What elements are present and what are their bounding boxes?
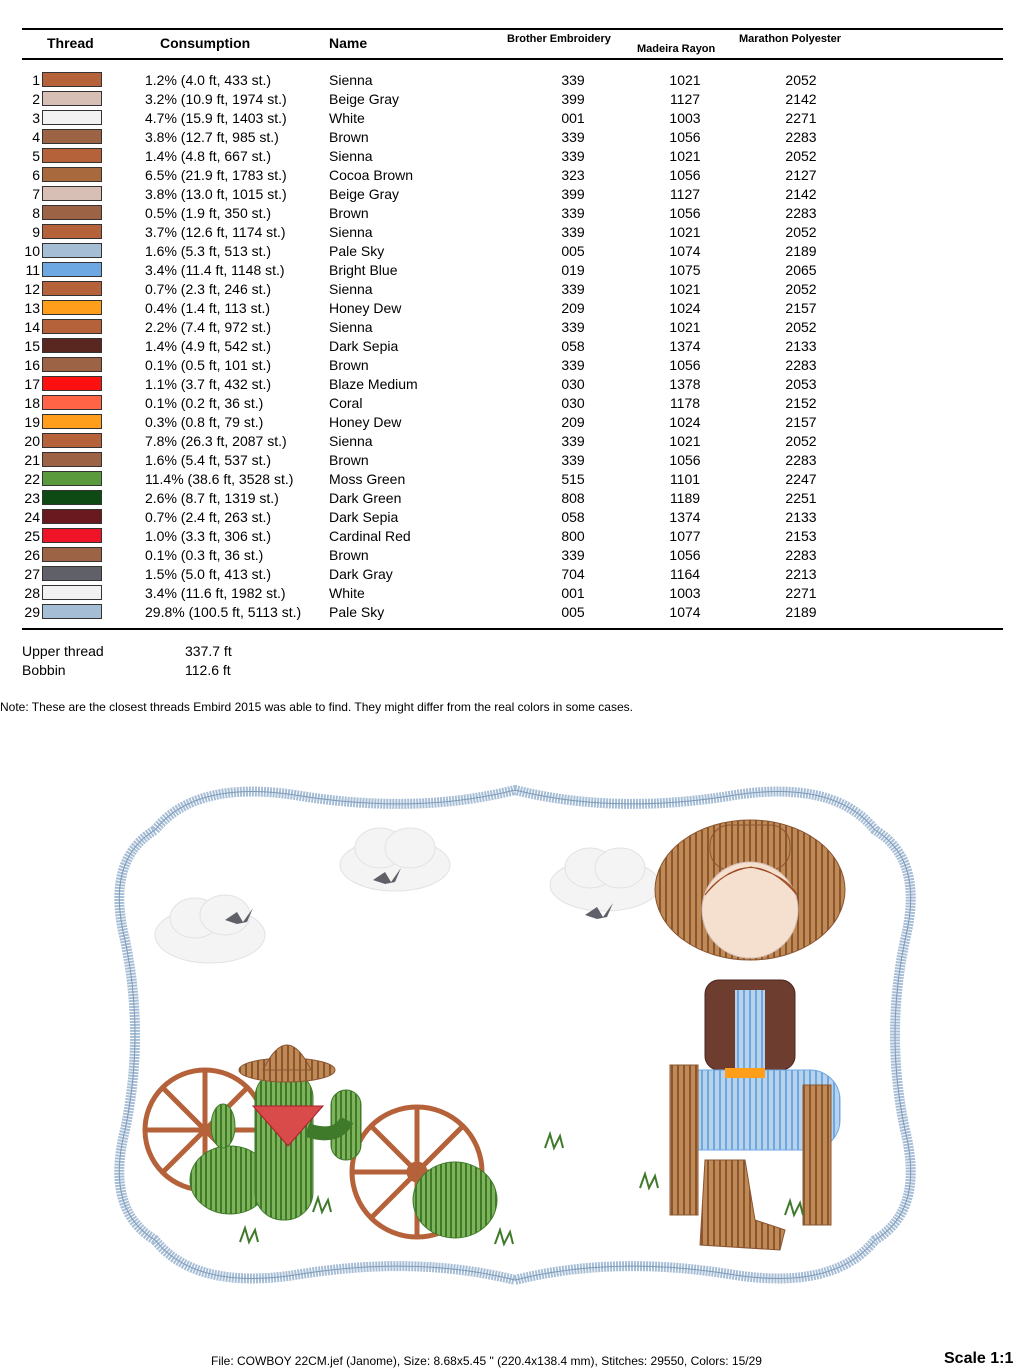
brother-code: 339 <box>561 72 585 88</box>
thread-consumption: 4.7% (15.9 ft, 1403 st.) <box>145 110 287 126</box>
thread-consumption: 0.3% (0.8 ft, 79 st.) <box>145 414 264 430</box>
thread-number: 25 <box>24 528 40 544</box>
thread-note: Note: These are the closest threads Embird 2015 was able to find. They might differ from the real colors in some cases. <box>0 700 633 714</box>
thread-number: 18 <box>24 395 40 411</box>
brother-code: 323 <box>561 167 585 183</box>
madeira-code: 1178 <box>669 395 701 411</box>
thread-consumption: 1.4% (4.8 ft, 667 st.) <box>145 148 272 164</box>
table-row <box>0 241 1024 260</box>
color-swatch <box>42 148 102 163</box>
table-row <box>0 393 1024 412</box>
brother-code: 005 <box>561 243 585 259</box>
color-swatch <box>42 243 102 258</box>
color-swatch <box>42 300 102 315</box>
table-row <box>0 469 1024 488</box>
madeira-code: 1101 <box>669 471 701 487</box>
madeira-code: 1164 <box>669 566 701 582</box>
marathon-code: 2283 <box>785 547 817 563</box>
thread-name: Sienna <box>329 319 373 335</box>
cloud-1 <box>155 895 265 963</box>
brother-code: 399 <box>561 91 585 107</box>
marathon-code: 2189 <box>785 243 817 259</box>
marathon-code: 2052 <box>785 224 817 240</box>
brother-code: 339 <box>561 319 585 335</box>
color-swatch <box>42 566 102 581</box>
color-swatch <box>42 509 102 524</box>
thread-name: Bright Blue <box>329 262 398 278</box>
thread-number: 15 <box>24 338 40 354</box>
brother-code: 704 <box>561 566 585 582</box>
marathon-code: 2052 <box>785 148 817 164</box>
table-bottom-rule <box>22 628 1003 630</box>
cowboy-boy <box>655 820 845 1250</box>
marathon-code: 2247 <box>785 471 817 487</box>
thread-consumption: 0.1% (0.2 ft, 36 st.) <box>145 395 264 411</box>
table-row <box>0 184 1024 203</box>
brother-code: 001 <box>561 585 585 601</box>
brother-code: 339 <box>561 148 585 164</box>
thread-name: Brown <box>329 357 369 373</box>
thread-name: Honey Dew <box>329 300 402 316</box>
thread-consumption: 1.6% (5.3 ft, 513 st.) <box>145 243 272 259</box>
thread-consumption: 11.4% (38.6 ft, 3528 st.) <box>145 471 294 487</box>
marathon-code: 2283 <box>785 452 817 468</box>
thread-name: Brown <box>329 452 369 468</box>
madeira-code: 1056 <box>669 129 701 145</box>
thread-number: 3 <box>32 110 40 126</box>
table-row <box>0 583 1024 602</box>
thread-number: 8 <box>32 205 40 221</box>
thread-number: 21 <box>24 452 40 468</box>
marathon-code: 2271 <box>785 585 817 601</box>
madeira-code: 1127 <box>669 91 701 107</box>
file-info: File: COWBOY 22CM.jef (Janome), Size: 8.68x5.45 " (220.4x138.4 mm), Stitches: 29550, Colors: 15/29 <box>211 1354 762 1368</box>
color-swatch <box>42 395 102 410</box>
thread-consumption: 0.7% (2.3 ft, 246 st.) <box>145 281 272 297</box>
thread-name: White <box>329 110 365 126</box>
color-swatch <box>42 224 102 239</box>
table-row <box>0 108 1024 127</box>
thread-name: Cardinal Red <box>329 528 411 544</box>
thread-name: Pale Sky <box>329 243 385 259</box>
thread-number: 22 <box>24 471 40 487</box>
table-row <box>0 374 1024 393</box>
brother-code: 339 <box>561 224 585 240</box>
table-row <box>0 336 1024 355</box>
color-swatch <box>42 490 102 505</box>
header-madeira: Madeira Rayon <box>637 43 716 55</box>
thread-consumption: 3.4% (11.4 ft, 1148 st.) <box>145 262 285 278</box>
thread-number: 10 <box>24 243 40 259</box>
color-swatch <box>42 91 102 106</box>
madeira-code: 1074 <box>669 604 701 620</box>
header-thread: Thread <box>47 35 94 51</box>
thread-name: Cocoa Brown <box>329 167 414 183</box>
madeira-code: 1021 <box>669 148 701 164</box>
bobbin-value: 112.6 ft <box>185 662 231 678</box>
table-row <box>0 279 1024 298</box>
thread-consumption: 29.8% (100.5 ft, 5113 st.) <box>145 604 302 620</box>
madeira-code: 1056 <box>669 547 701 563</box>
marathon-code: 2133 <box>785 509 817 525</box>
thread-name: Pale Sky <box>329 604 385 620</box>
brother-code: 808 <box>561 490 585 506</box>
madeira-code: 1056 <box>669 452 701 468</box>
thread-name: Moss Green <box>329 471 406 487</box>
brother-code: 339 <box>561 357 585 373</box>
madeira-code: 1189 <box>669 490 701 506</box>
table-top-rule <box>22 28 1003 30</box>
thread-number: 9 <box>32 224 40 240</box>
table-row <box>0 526 1024 545</box>
table-row <box>0 507 1024 526</box>
thread-name: Blaze Medium <box>329 376 418 392</box>
color-swatch <box>42 452 102 467</box>
table-row <box>0 431 1024 450</box>
madeira-code: 1378 <box>669 376 701 392</box>
color-swatch <box>42 262 102 277</box>
marathon-code: 2153 <box>785 528 817 544</box>
thread-number: 19 <box>24 414 40 430</box>
thread-name: Sienna <box>329 224 373 240</box>
marathon-code: 2251 <box>785 490 817 506</box>
table-header-rule <box>22 58 1003 60</box>
thread-name: Sienna <box>329 148 373 164</box>
thread-number: 27 <box>24 566 40 582</box>
thread-number: 13 <box>24 300 40 316</box>
marathon-code: 2157 <box>785 414 817 430</box>
thread-number: 26 <box>24 547 40 563</box>
marathon-code: 2052 <box>785 281 817 297</box>
thread-number: 6 <box>32 167 40 183</box>
cactus-tall <box>239 1045 361 1220</box>
thread-consumption: 2.6% (8.7 ft, 1319 st.) <box>145 490 279 506</box>
brother-code: 339 <box>561 547 585 563</box>
thread-name: Dark Green <box>329 490 402 506</box>
thread-number: 1 <box>32 72 40 88</box>
brother-code: 030 <box>561 376 585 392</box>
table-row <box>0 70 1024 89</box>
marathon-code: 2271 <box>785 110 817 126</box>
color-swatch <box>42 338 102 353</box>
madeira-code: 1024 <box>669 414 701 430</box>
thread-number: 7 <box>32 186 40 202</box>
thread-number: 2 <box>32 91 40 107</box>
color-swatch <box>42 281 102 296</box>
thread-number: 17 <box>24 376 40 392</box>
thread-name: Beige Gray <box>329 186 400 202</box>
thread-consumption: 0.5% (1.9 ft, 350 st.) <box>145 205 272 221</box>
table-row <box>0 412 1024 431</box>
thread-consumption: 1.6% (5.4 ft, 537 st.) <box>145 452 272 468</box>
brother-code: 339 <box>561 452 585 468</box>
scale-label: Scale 1:1 <box>944 1350 1014 1367</box>
color-swatch <box>42 547 102 562</box>
thread-consumption: 7.8% (26.3 ft, 2087 st.) <box>145 433 287 449</box>
marathon-code: 2142 <box>785 186 817 202</box>
brother-code: 209 <box>561 300 585 316</box>
marathon-code: 2283 <box>785 129 817 145</box>
marathon-code: 2157 <box>785 300 817 316</box>
color-swatch <box>42 205 102 220</box>
brother-code: 339 <box>561 129 585 145</box>
thread-number: 4 <box>32 129 40 145</box>
color-swatch <box>42 528 102 543</box>
thread-name: Dark Gray <box>329 566 393 582</box>
upper-thread-value: 337.7 ft <box>185 643 232 659</box>
madeira-code: 1003 <box>669 585 701 601</box>
marathon-code: 2065 <box>785 262 817 278</box>
cactus-small-right <box>413 1162 497 1238</box>
thread-consumption: 1.1% (3.7 ft, 432 st.) <box>145 376 272 392</box>
thread-name: White <box>329 585 365 601</box>
brother-code: 019 <box>561 262 585 278</box>
marathon-code: 2052 <box>785 319 817 335</box>
table-row <box>0 564 1024 583</box>
thread-name: Dark Sepia <box>329 509 399 525</box>
madeira-code: 1056 <box>669 205 701 221</box>
color-swatch <box>42 585 102 600</box>
brother-code: 001 <box>561 110 585 126</box>
thread-number: 12 <box>24 281 40 297</box>
table-row <box>0 165 1024 184</box>
table-row <box>0 602 1024 621</box>
thread-consumption: 0.7% (2.4 ft, 263 st.) <box>145 509 272 525</box>
color-swatch <box>42 167 102 182</box>
thread-number: 11 <box>25 262 40 278</box>
thread-number: 28 <box>24 585 40 601</box>
thread-consumption: 3.8% (12.7 ft, 985 st.) <box>145 129 279 145</box>
thread-consumption: 3.4% (11.6 ft, 1982 st.) <box>145 585 286 601</box>
thread-consumption: 0.1% (0.5 ft, 101 st.) <box>145 357 272 373</box>
brother-code: 339 <box>561 281 585 297</box>
thread-consumption: 3.8% (13.0 ft, 1015 st.) <box>145 186 287 202</box>
thread-name: Sienna <box>329 72 373 88</box>
color-swatch <box>42 357 102 372</box>
bobbin-label: Bobbin <box>22 662 66 678</box>
madeira-code: 1021 <box>669 319 701 335</box>
brother-code: 339 <box>561 205 585 221</box>
thread-number: 14 <box>24 319 40 335</box>
madeira-code: 1021 <box>669 433 701 449</box>
madeira-code: 1374 <box>669 338 701 354</box>
thread-number: 20 <box>24 433 40 449</box>
madeira-code: 1077 <box>669 528 701 544</box>
color-swatch <box>42 129 102 144</box>
thread-consumption: 6.5% (21.9 ft, 1783 st.) <box>145 167 287 183</box>
marathon-code: 2053 <box>785 376 817 392</box>
thread-name: Brown <box>329 205 369 221</box>
brother-code: 515 <box>561 471 585 487</box>
table-row <box>0 450 1024 469</box>
embroidery-preview <box>95 770 935 1300</box>
color-swatch <box>42 433 102 448</box>
thread-name: Sienna <box>329 281 373 297</box>
color-swatch <box>42 604 102 619</box>
madeira-code: 1021 <box>669 72 701 88</box>
thread-name: Dark Sepia <box>329 338 399 354</box>
marathon-code: 2283 <box>785 205 817 221</box>
header-name: Name <box>329 35 368 51</box>
marathon-code: 2142 <box>785 91 817 107</box>
thread-number: 23 <box>24 490 40 506</box>
marathon-code: 2213 <box>785 566 817 582</box>
thread-consumption: 1.2% (4.0 ft, 433 st.) <box>145 72 272 88</box>
madeira-code: 1056 <box>669 357 701 373</box>
table-row <box>0 89 1024 108</box>
color-swatch <box>42 72 102 87</box>
madeira-code: 1021 <box>669 281 701 297</box>
madeira-code: 1003 <box>669 110 701 126</box>
header-consumption: Consumption <box>160 35 251 51</box>
marathon-code: 2133 <box>785 338 817 354</box>
thread-consumption: 3.2% (10.9 ft, 1974 st.) <box>145 91 287 107</box>
thread-number: 24 <box>24 509 40 525</box>
thread-name: Brown <box>329 547 369 563</box>
marathon-code: 2283 <box>785 357 817 373</box>
madeira-code: 1074 <box>669 243 701 259</box>
thread-number: 16 <box>24 357 40 373</box>
brother-code: 005 <box>561 604 585 620</box>
thread-number: 29 <box>24 604 40 620</box>
thread-name: Coral <box>329 395 363 411</box>
color-swatch <box>42 110 102 125</box>
marathon-code: 2189 <box>785 604 817 620</box>
thread-consumption: 1.5% (5.0 ft, 413 st.) <box>145 566 272 582</box>
thread-consumption: 1.0% (3.3 ft, 306 st.) <box>145 528 272 544</box>
marathon-code: 2152 <box>785 395 817 411</box>
brother-code: 339 <box>561 433 585 449</box>
madeira-code: 1024 <box>669 300 701 316</box>
table-row <box>0 545 1024 564</box>
thread-consumption: 1.4% (4.9 ft, 542 st.) <box>145 338 272 354</box>
color-swatch <box>42 376 102 391</box>
color-swatch <box>42 414 102 429</box>
madeira-code: 1021 <box>669 224 701 240</box>
thread-name: Brown <box>329 129 369 145</box>
brother-code: 030 <box>561 395 585 411</box>
marathon-code: 2052 <box>785 433 817 449</box>
table-row <box>0 222 1024 241</box>
madeira-code: 1374 <box>669 509 701 525</box>
table-row <box>0 146 1024 165</box>
thread-name: Beige Gray <box>329 91 400 107</box>
marathon-code: 2052 <box>785 72 817 88</box>
table-row <box>0 355 1024 374</box>
brother-code: 209 <box>561 414 585 430</box>
thread-name: Sienna <box>329 433 373 449</box>
table-row <box>0 488 1024 507</box>
brother-code: 058 <box>561 509 585 525</box>
marathon-code: 2127 <box>785 167 817 183</box>
upper-thread-label: Upper thread <box>22 643 104 659</box>
madeira-code: 1127 <box>669 186 701 202</box>
header-marathon: Marathon Polyester <box>739 33 842 45</box>
thread-consumption: 0.1% (0.3 ft, 36 st.) <box>145 547 264 563</box>
table-row <box>0 260 1024 279</box>
brother-code: 800 <box>561 528 585 544</box>
madeira-code: 1056 <box>669 167 701 183</box>
thread-name: Honey Dew <box>329 414 402 430</box>
thread-table <box>0 70 1024 621</box>
madeira-code: 1075 <box>669 262 701 278</box>
table-row <box>0 127 1024 146</box>
color-swatch <box>42 186 102 201</box>
thread-number: 5 <box>32 148 40 164</box>
header-brother: Brother Embroidery <box>507 33 611 45</box>
table-row <box>0 203 1024 222</box>
thread-consumption: 2.2% (7.4 ft, 972 st.) <box>145 319 272 335</box>
cloud-3 <box>550 848 660 911</box>
table-row <box>0 298 1024 317</box>
color-swatch <box>42 471 102 486</box>
brother-code: 058 <box>561 338 585 354</box>
table-row <box>0 317 1024 336</box>
color-swatch <box>42 319 102 334</box>
thread-consumption: 3.7% (12.6 ft, 1174 st.) <box>145 224 286 240</box>
brother-code: 399 <box>561 186 585 202</box>
thread-consumption: 0.4% (1.4 ft, 113 st.) <box>145 300 271 316</box>
